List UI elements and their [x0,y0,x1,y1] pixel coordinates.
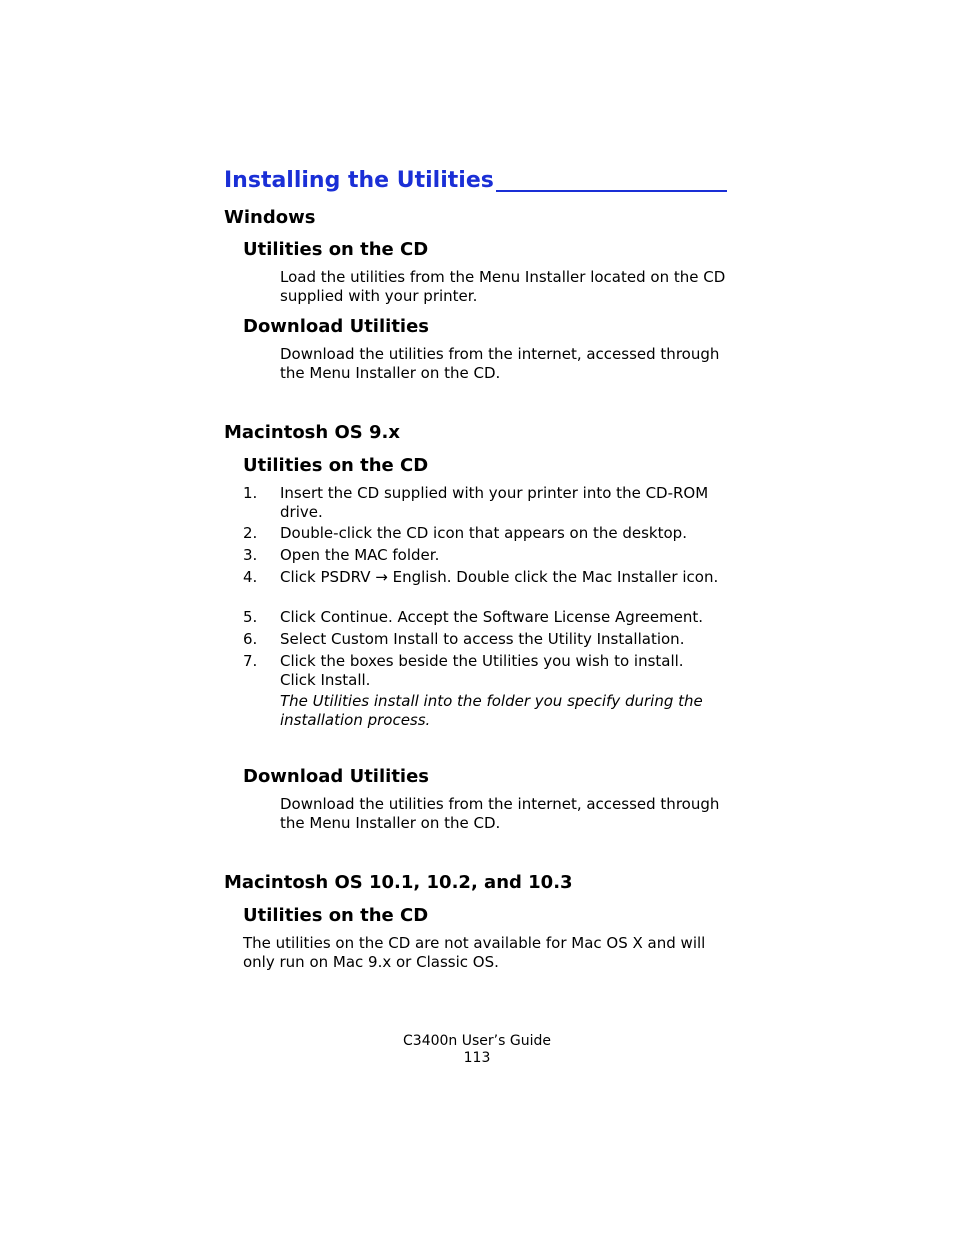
mac10-heading: Macintosh OS 10.1, 10.2, and 10.3 [224,872,573,893]
step-text: Select Custom Install to access the Utility Installation. [280,630,685,648]
page-title: Installing the Utilities [224,168,494,193]
mac9-download-text: Download the utilities from the internet, accessed through the Menu Installer on the CD. [280,795,720,832]
windows-cd-text: Load the utilities from the Menu Installer located on the CD supplied with your printer. [280,268,726,305]
step-text: Click the boxes beside the Utilities you wish to install. Click Install. [280,652,684,689]
step-text: Click PSDRV → English. Double click the Mac Installer icon. [280,568,719,586]
mac10-cd-text: The utilities on the CD are not available for Mac OS X and will only run on Mac 9.x or Classic OS. [243,934,706,971]
windows-cd-heading: Utilities on the CD [243,239,429,260]
windows-download-heading: Download Utilities [243,316,430,337]
windows-download-text: Download the utilities from the internet, accessed through the Menu Installer on the CD. [280,345,720,382]
step-number: 5. [243,608,258,626]
mac9-cd-heading: Utilities on the CD [243,455,429,476]
mac9-heading: Macintosh OS 9.x [224,422,400,443]
step-number: 1. [243,484,258,502]
step-number: 3. [243,546,258,564]
windows-heading: Windows [224,207,316,228]
step-text: Insert the CD supplied with your printer into the CD-ROM drive. [280,484,709,521]
step-text: Click Continue. Accept the Software License Agreement. [280,608,704,626]
step-number: 6. [243,630,258,648]
footer-page-number: 113 [463,1050,491,1066]
mac9-download-heading: Download Utilities [243,766,430,787]
title-underline [496,190,727,192]
step-text: Double-click the CD icon that appears on the desktop. [280,524,687,542]
mac10-cd-heading: Utilities on the CD [243,905,429,926]
step-number: 2. [243,524,258,542]
step-number: 4. [243,568,258,586]
install-note: The Utilities install into the folder you specify during the installation process. [280,692,703,729]
step-text: Open the MAC folder. [280,546,440,564]
footer-guide-name: C3400n User’s Guide [403,1033,551,1049]
step-number: 7. [243,652,258,670]
